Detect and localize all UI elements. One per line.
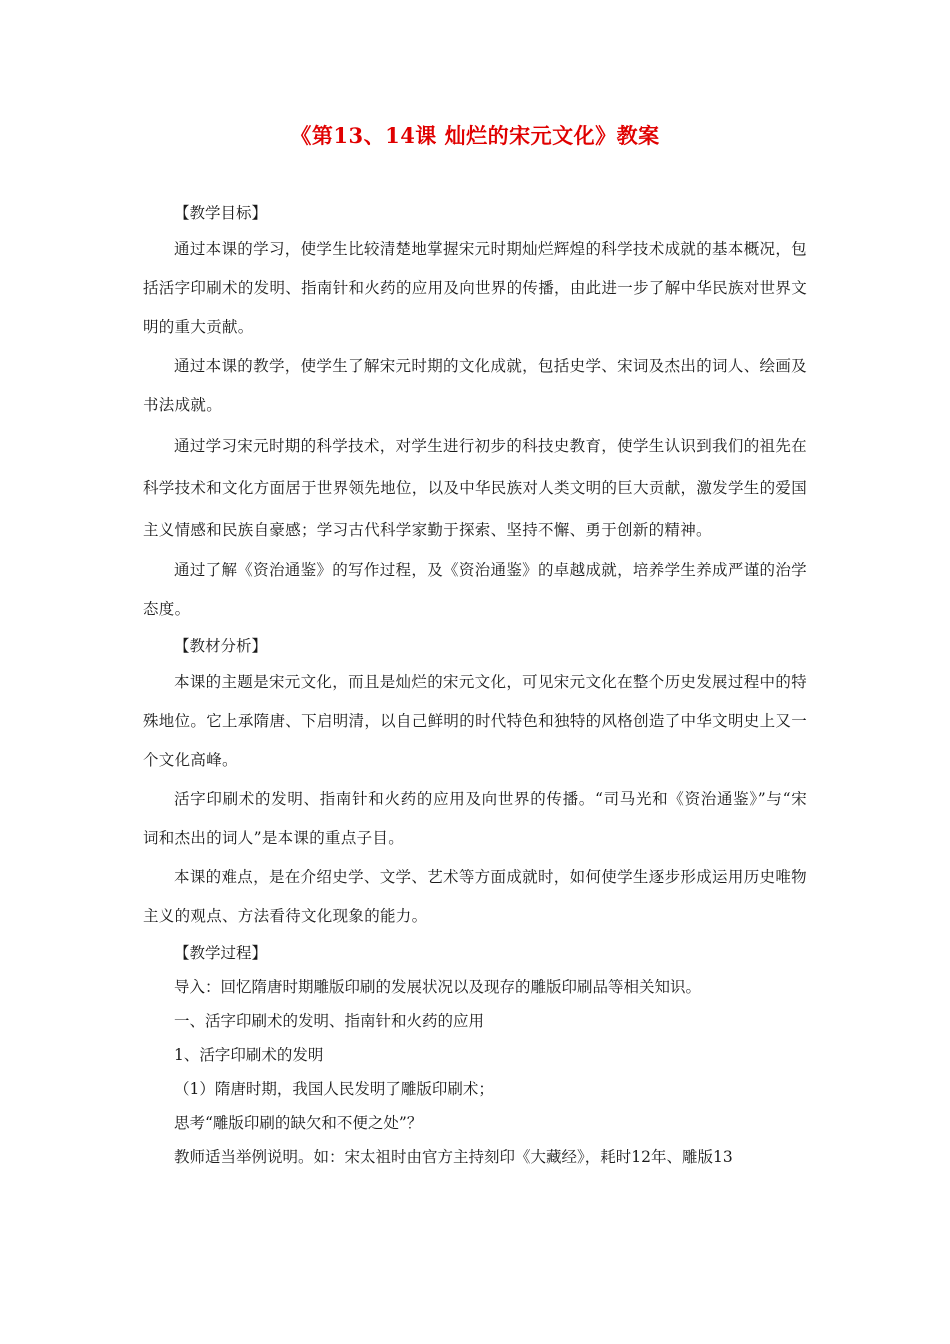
- objective-paragraph-3: 通过学习宋元时期的科学技术，对学生进行初步的科技史教育，使学生认识到我们的祖先在科学技术和文化方面居于世界领先地位，以及中华民族对人类文明的巨大贡献，激发学生的爱国主义情感和民族自豪感；学习古代科学家勤于探索、坚持不懈、勇于创新的精神。: [143, 437, 807, 539]
- process-think: 思考“雕版印刷的缺欠和不便之处”？: [174, 1114, 423, 1132]
- heading-analysis: 【教材分析】: [174, 637, 268, 655]
- analysis-paragraph-1: 本课的主题是宋元文化，而且是灿烂的宋元文化，可见宋元文化在整个历史发展过程中的特殊地位。它上承隋唐、下启明清，以自己鲜明的时代特色和独特的风格创造了中华文明史上又一个文化高峰。: [143, 673, 807, 769]
- objective-paragraph-4: 通过了解《资治通鉴》的写作过程，及《资治通鉴》的卓越成就，培养学生养成严谨的治学态度。: [143, 561, 807, 618]
- heading-objectives: 【教学目标】: [174, 204, 268, 222]
- document-body: [143, 196, 807, 1174]
- process-section-1: 一、活字印刷术的发明、指南针和火药的应用: [174, 1012, 485, 1030]
- process-item-1: 1、活字印刷术的发明: [174, 1046, 324, 1064]
- process-intro: 导入：回忆隋唐时期雕版印刷的发展状况以及现存的雕版印刷品等相关知识。: [174, 978, 702, 996]
- process-item-1-1: （1）隋唐时期，我国人民发明了雕版印刷术；: [174, 1080, 494, 1098]
- document-title: 《第13、14课 灿烂的宋元文化》教案: [290, 123, 660, 148]
- analysis-paragraph-2: 活字印刷术的发明、指南针和火药的应用及向世界的传播。“司马光和《资治通鉴》”与“宋词和杰出的词人”是本课的重点子目。: [143, 790, 807, 847]
- objective-paragraph-2: 通过本课的教学，使学生了解宋元时期的文化成就，包括史学、宋词及杰出的词人、绘画及书法成就。: [143, 357, 807, 414]
- process-example: 教师适当举例说明。如：宋太祖时由官方主持刻印《大藏经》，耗时12年、雕版13: [174, 1148, 733, 1166]
- heading-process: 【教学过程】: [174, 944, 268, 962]
- objective-paragraph-1: 通过本课的学习，使学生比较清楚地掌握宋元时期灿烂辉煌的科学技术成就的基本概况，包括活字印刷术的发明、指南针和火药的应用及向世界的传播，由此进一步了解中华民族对世界文明的重大贡献。: [143, 240, 807, 336]
- analysis-paragraph-3: 本课的难点，是在介绍史学、文学、艺术等方面成就时，如何使学生逐步形成运用历史唯物主义的观点、方法看待文化现象的能力。: [143, 868, 807, 925]
